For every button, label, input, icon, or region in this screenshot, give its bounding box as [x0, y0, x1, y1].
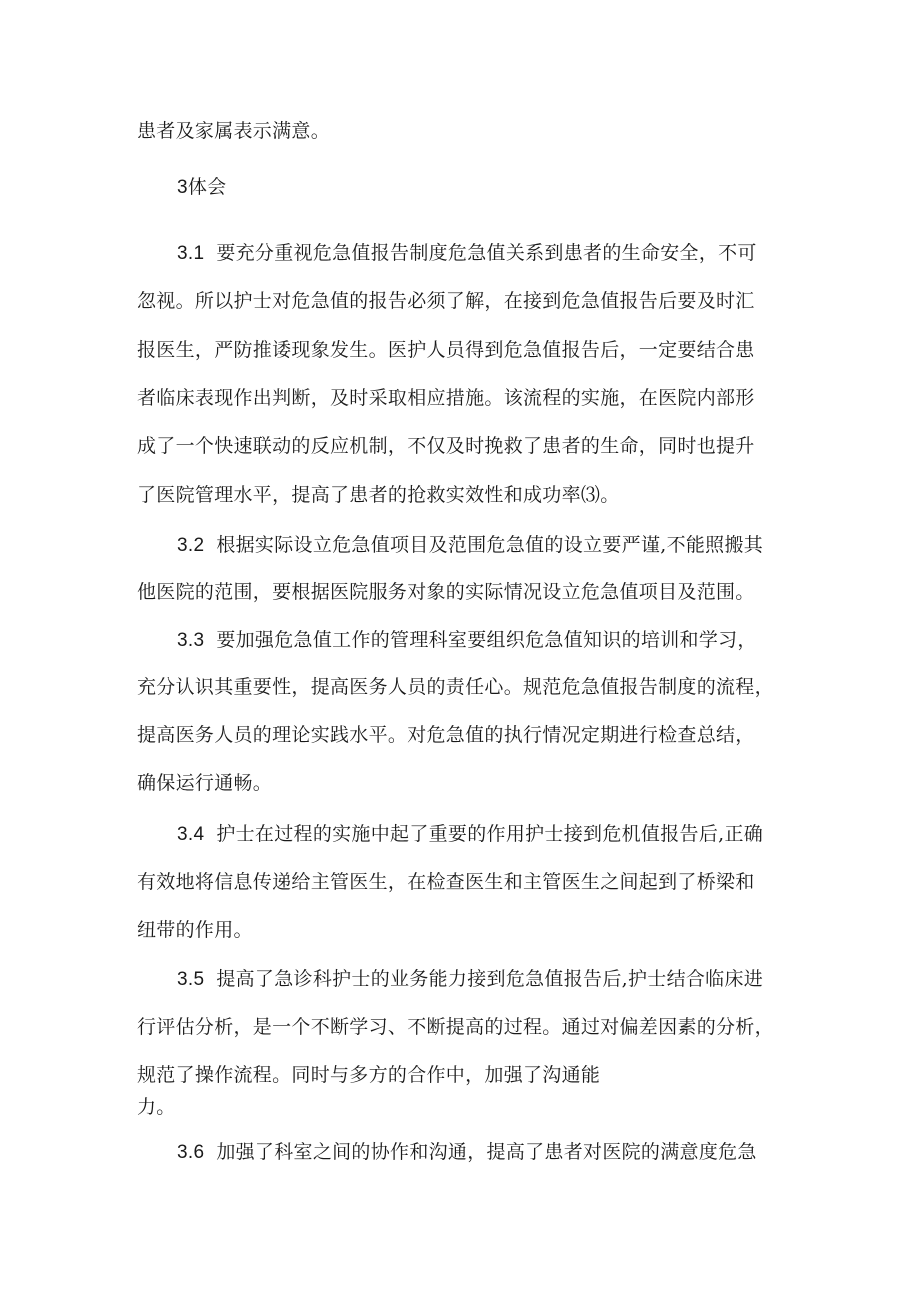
paragraph-number: 3.6 [177, 1142, 205, 1163]
paragraph-number: 3.1 [177, 243, 205, 264]
paragraph-3-3-line-1 [177, 628, 757, 653]
paragraph-3-3-line-2: 充分认识其重要性，提高医务人员的责任心。规范危急值报告制度的流程， [137, 676, 774, 698]
paragraph-text: 要充分重视危急值报告制度危急值关系到患者的生命安全，不可 [216, 242, 757, 264]
paragraph-3-1-line-4: 者临床表现作出判断，及时采取相应措施。该流程的实施，在医院内部形 [137, 387, 755, 409]
paragraph-3-2-line-2: 他医院的范围，要根据医院服务对象的实际情况设立危急值项目及范围。 [137, 581, 755, 603]
paragraph-3-4-line-2: 有效地将信息传递给主管医生，在检查医生和主管医生之间起到了桥梁和 [137, 871, 755, 893]
paragraph-3-1-line-5: 成了一个快速联动的反应机制，不仅及时挽救了患者的生命，同时也提升 [137, 435, 755, 457]
paragraph-3-4-line-3: 纽带的作用。 [137, 919, 253, 941]
paragraph-3-2-line-1 [177, 533, 763, 558]
section-title: 体会 [187, 176, 227, 198]
paragraph-3-5-line-2: 行评估分析，是一个不断学习、不断提高的过程。通过对偏差因素的分析， [137, 1016, 774, 1038]
section-number: 3 [177, 177, 188, 198]
paragraph-number: 3.5 [177, 969, 205, 990]
paragraph-3-5-line-4: 力。 [137, 1096, 176, 1118]
paragraph-3-4-line-1 [177, 822, 763, 847]
paragraph-3-1-line-3: 报医生，严防推诿现象发生。医护人员得到危急值报告后，一定要结合患 [137, 339, 755, 361]
opening-line: 患者及家属表示满意。 [137, 120, 331, 142]
paragraph-3-1-line-1 [177, 241, 757, 266]
paragraph-text: 要加强危急值工作的管理科室要组织危急值知识的培训和学习， [216, 629, 757, 651]
paragraph-text: 根据实际设立危急值项目及范围危急值的设立要严谨,不能照搬其 [216, 534, 764, 556]
paragraph-3-6-line-1 [177, 1140, 757, 1165]
paragraph-3-1-line-2: 忽视。所以护士对危急值的报告必须了解，在接到危急值报告后要及时汇 [137, 290, 755, 312]
paragraph-3-5-line-3: 规范了操作流程。同时与多方的合作中，加强了沟通能 [137, 1064, 601, 1086]
paragraph-number: 3.3 [177, 630, 205, 651]
paragraph-text: 加强了科室之间的协作和沟通，提高了患者对医院的满意度危急 [216, 1141, 757, 1163]
paragraph-3-1-line-6: 了医院管理水平，提高了患者的抢救实效性和成功率⑶。 [137, 484, 620, 506]
paragraph-3-5-line-1 [177, 967, 763, 992]
section-heading [177, 175, 226, 200]
paragraph-number: 3.4 [177, 824, 205, 845]
paragraph-3-3-line-4: 确保运行通畅。 [137, 772, 273, 794]
paragraph-3-3-line-3: 提高医务人员的理论实践水平。对危急值的执行情况定期进行检查总结， [137, 724, 755, 746]
paragraph-text: 提高了急诊科护士的业务能力接到危急值报告后,护士结合临床进 [216, 968, 764, 990]
paragraph-number: 3.2 [177, 535, 205, 556]
paragraph-text: 护士在过程的实施中起了重要的作用护士接到危机值报告后,正确 [216, 823, 764, 845]
